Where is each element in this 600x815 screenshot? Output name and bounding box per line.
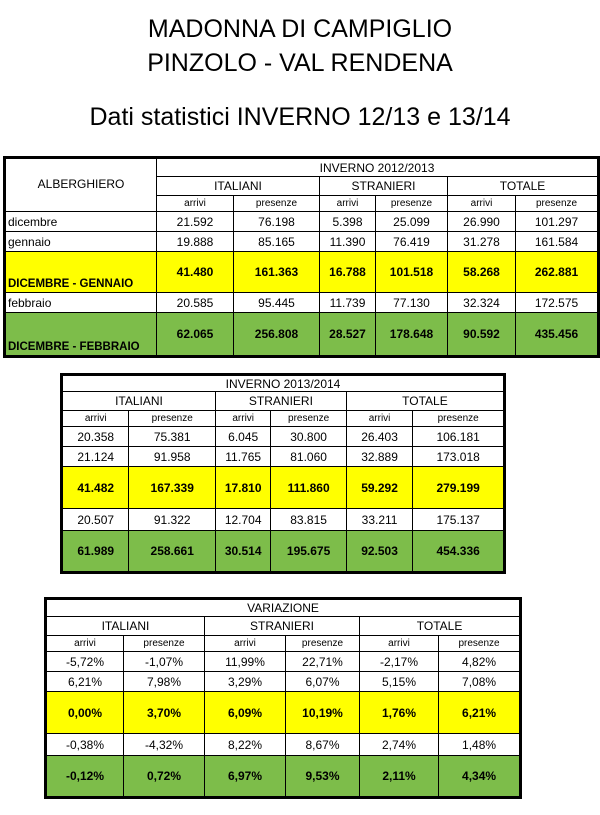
cell: -0,38% [46,734,124,756]
col-header-arrivi: arrivi [216,411,271,427]
cell: 172.575 [516,293,599,313]
col-header-presenze: presenze [413,411,505,427]
cell: 11.390 [320,232,376,252]
table-row [5,293,599,313]
table-variazione [44,597,522,799]
group-header-italiani: ITALIANI [46,617,205,636]
cell: 11.739 [320,293,376,313]
col-header-presenze: presenze [376,196,448,212]
cell: 26.990 [448,212,516,232]
col-header-presenze: presenze [271,411,346,427]
col-header-presenze: presenze [516,196,599,212]
col-header-arrivi: arrivi [346,411,412,427]
group-header-stranieri: STRANIERI [216,392,347,411]
cell: 262.881 [516,252,599,293]
col-header-presenze: presenze [286,636,360,652]
table-row [46,672,521,692]
cell: 7,08% [439,672,521,692]
col-header-arrivi: arrivi [205,636,286,652]
cell: 22,71% [286,652,360,672]
cell: 258.661 [129,531,216,573]
cell: 58.268 [448,252,516,293]
cell: 21.124 [62,447,129,467]
cell: 75.381 [129,427,216,447]
cell: 3,29% [205,672,286,692]
table-row [5,212,599,232]
cell: 10,19% [286,692,360,734]
cell: 30.800 [271,427,346,447]
cell: 454.336 [413,531,505,573]
cell: 5,15% [360,672,439,692]
cell: 62.065 [157,313,234,357]
table-row [46,734,521,756]
cell: 76.198 [234,212,320,232]
cell: -4,32% [124,734,205,756]
cell: 76.419 [376,232,448,252]
row-label: dicembre [5,212,157,232]
cell: 21.592 [157,212,234,232]
cell: 20.585 [157,293,234,313]
table-row [46,652,521,672]
cell: -0,12% [46,756,124,798]
cell: -5,72% [46,652,124,672]
cell: 161.584 [516,232,599,252]
cell: 83.815 [271,509,346,531]
cell: 8,67% [286,734,360,756]
cell: 4,82% [439,652,521,672]
cell: 6,97% [205,756,286,798]
group-header-stranieri: STRANIERI [320,177,448,196]
table-row-total [46,756,521,798]
cell: 6,09% [205,692,286,734]
table-row-total [5,313,599,357]
cell: 9,53% [286,756,360,798]
cell: 6,21% [439,692,521,734]
subtitle: Dati statistici INVERNO 12/13 e 13/14 [89,103,511,131]
table-row-total [62,531,505,573]
cell: 11.765 [216,447,271,467]
cell: 435.456 [516,313,599,357]
cell: 256.808 [234,313,320,357]
table-row-subtotal [5,252,599,293]
cell: 0,00% [46,692,124,734]
group-header-totale: TOTALE [448,177,599,196]
table-row [5,232,599,252]
cell: 173.018 [413,447,505,467]
cell: 41.482 [62,467,129,509]
cell: 95.445 [234,293,320,313]
cell: 30.514 [216,531,271,573]
cell: 1,76% [360,692,439,734]
col-header-arrivi: arrivi [46,636,124,652]
group-header-italiani: ITALIANI [157,177,320,196]
cell: 101.518 [376,252,448,293]
cell: 6.045 [216,427,271,447]
cell: 161.363 [234,252,320,293]
col-header-presenze: presenze [129,411,216,427]
cell: 20.507 [62,509,129,531]
group-header-italiani: ITALIANI [62,392,216,411]
col-header-arrivi: arrivi [360,636,439,652]
cell: 175.137 [413,509,505,531]
col-header-arrivi: arrivi [62,411,129,427]
title-line-2: PINZOLO - VAL RENDENA [147,49,453,77]
cell: 90.592 [448,313,516,357]
row-label: gennaio [5,232,157,252]
cell: 2,74% [360,734,439,756]
season-header: INVERNO 2012/2013 [157,158,599,177]
group-header-totale: TOTALE [360,617,521,636]
table-row [62,427,505,447]
cell: 25.099 [376,212,448,232]
col-header-arrivi: arrivi [448,196,516,212]
cell: 8,22% [205,734,286,756]
cell: 31.278 [448,232,516,252]
row-label: DICEMBRE - GENNAIO [5,252,157,293]
cell: 6,21% [46,672,124,692]
table-row-subtotal [46,692,521,734]
cell: 101.297 [516,212,599,232]
cell: 91.322 [129,509,216,531]
row-label: febbraio [5,293,157,313]
table-row-subtotal [62,467,505,509]
cell: 41.480 [157,252,234,293]
cell: 11,99% [205,652,286,672]
corner-label: ALBERGHIERO [5,158,157,212]
cell: 6,07% [286,672,360,692]
cell: 1,48% [439,734,521,756]
cell: 7,98% [124,672,205,692]
row-label: DICEMBRE - FEBBRAIO [5,313,157,357]
cell: 167.339 [129,467,216,509]
col-header-presenze: presenze [124,636,205,652]
group-header-totale: TOTALE [346,392,504,411]
cell: 85.165 [234,232,320,252]
cell: 32.889 [346,447,412,467]
cell: -2,17% [360,652,439,672]
title-line-1: MADONNA DI CAMPIGLIO [147,15,453,43]
cell: 77.130 [376,293,448,313]
cell: 33.211 [346,509,412,531]
cell: 81.060 [271,447,346,467]
season-header: VARIAZIONE [46,599,521,617]
cell: 4,34% [439,756,521,798]
group-header-stranieri: STRANIERI [205,617,360,636]
cell: 59.292 [346,467,412,509]
table-row [62,509,505,531]
cell: 178.648 [376,313,448,357]
cell: 12.704 [216,509,271,531]
cell: 2,11% [360,756,439,798]
cell: 32.324 [448,293,516,313]
col-header-presenze: presenze [234,196,320,212]
cell: 0,72% [124,756,205,798]
cell: 28.527 [320,313,376,357]
col-header-arrivi: arrivi [320,196,376,212]
cell: 5.398 [320,212,376,232]
cell: 111.860 [271,467,346,509]
cell: 16.788 [320,252,376,293]
cell: 19.888 [157,232,234,252]
col-header-presenze: presenze [439,636,521,652]
cell: 195.675 [271,531,346,573]
table-row [62,447,505,467]
cell: 92.503 [346,531,412,573]
cell: 26.403 [346,427,412,447]
col-header-arrivi: arrivi [157,196,234,212]
cell: 17.810 [216,467,271,509]
table-inverno-2013-2014 [60,373,506,574]
cell: 3,70% [124,692,205,734]
cell: 61.989 [62,531,129,573]
cell: 279.199 [413,467,505,509]
cell: 91.958 [129,447,216,467]
season-header: INVERNO 2013/2014 [62,375,505,392]
cell: 106.181 [413,427,505,447]
table-inverno-2012-2013 [3,156,600,358]
cell: 20.358 [62,427,129,447]
cell: -1,07% [124,652,205,672]
